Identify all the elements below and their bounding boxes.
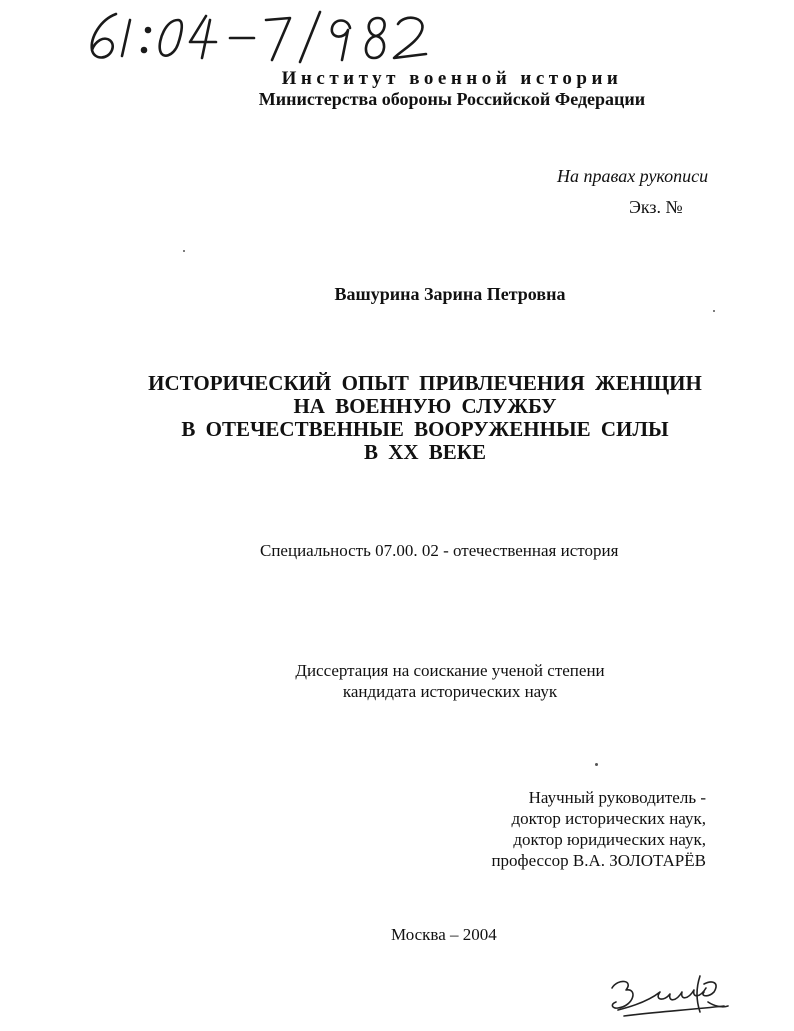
scan-speck <box>713 310 715 312</box>
signature-image <box>604 966 734 1026</box>
handwritten-catalog-number <box>86 6 446 66</box>
speciality-line: Специальность 07.00. 02 - отечественная история <box>260 541 619 560</box>
institute-name: Институт военной истории <box>281 68 623 89</box>
supervisor-line: доктор исторических наук, <box>511 809 706 828</box>
scan-speck <box>595 763 598 766</box>
title-line: В XX ВЕКЕ <box>363 440 487 464</box>
supervisor-line: профессор В.А. ЗОЛОТАРЁВ <box>491 851 706 870</box>
supervisor-line: доктор юридических наук, <box>513 830 706 849</box>
degree-statement <box>0 660 794 702</box>
copy-number-label: Экз. № <box>629 197 683 217</box>
degree-line: Диссертация на соискание ученой степени <box>295 661 605 680</box>
author-name: Вашурина Зарина Петровна <box>334 284 566 304</box>
supervisor-block <box>491 787 706 871</box>
title-line: ИСТОРИЧЕСКИЙ ОПЫТ ПРИВЛЕЧЕНИЯ ЖЕНЩИН <box>148 371 702 395</box>
degree-line: кандидата исторических наук <box>342 682 558 701</box>
scan-speck <box>183 250 185 252</box>
ministry-name: Министерства обороны Российской Федерации <box>258 89 646 109</box>
city-year: Москва – 2004 <box>391 925 497 944</box>
rights-notice: На правах рукописи <box>557 166 709 186</box>
title-line: В ОТЕЧЕСТВЕННЫЕ ВООРУЖЕННЫЕ СИЛЫ <box>181 417 669 441</box>
title-line: НА ВОЕННУЮ СЛУЖБУ <box>293 394 557 418</box>
supervisor-line: Научный руководитель - <box>528 788 706 807</box>
dissertation-title <box>0 372 794 464</box>
